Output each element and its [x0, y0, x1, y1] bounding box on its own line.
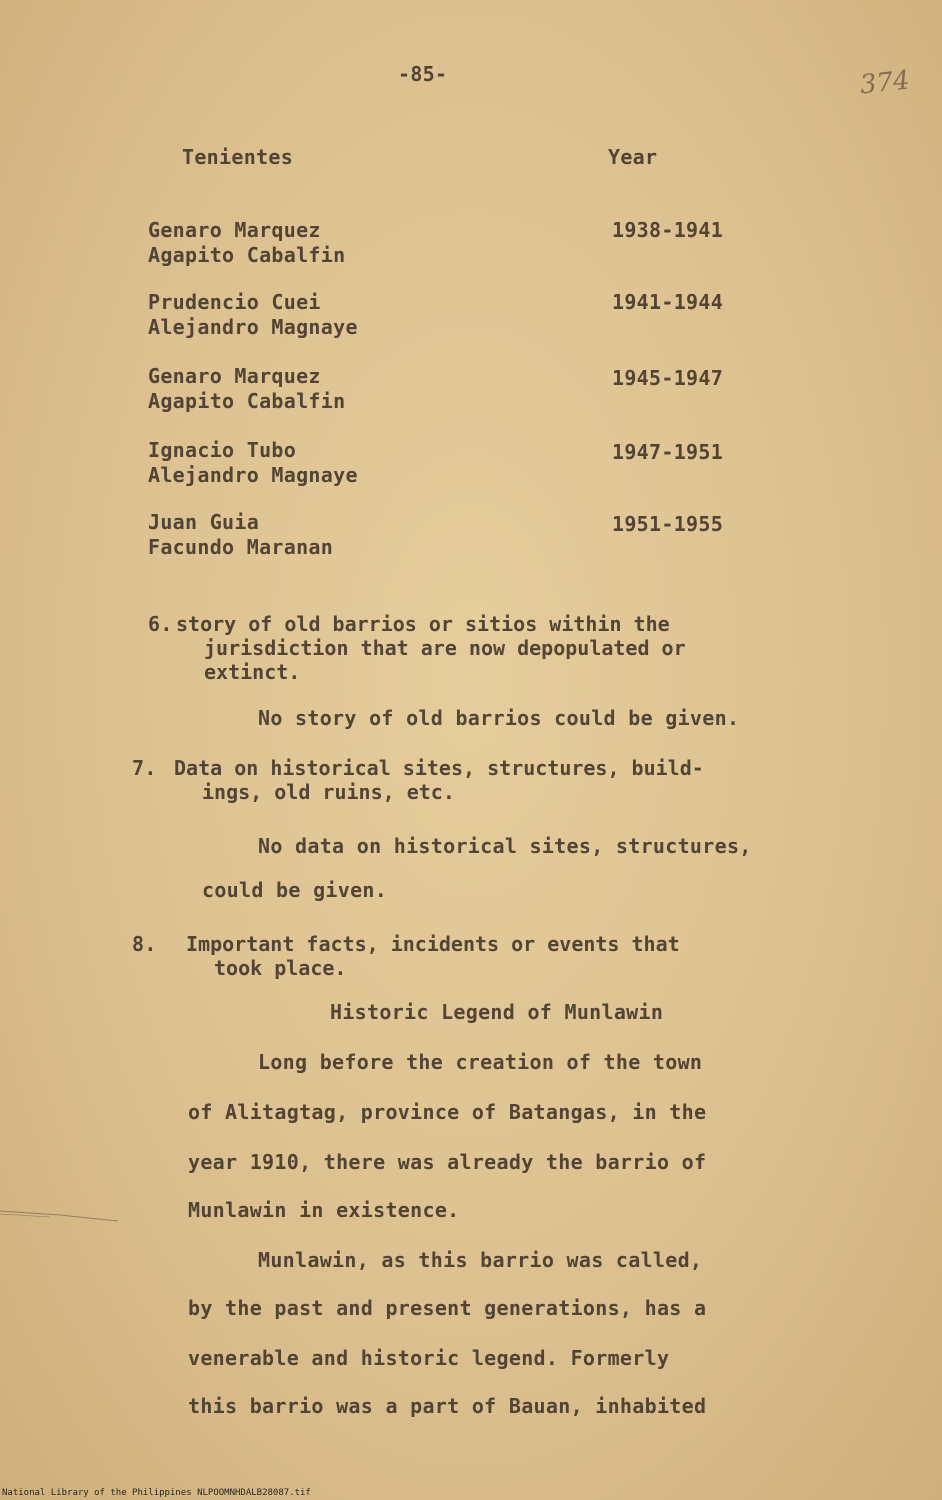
item-7-answer: could be given. — [202, 878, 388, 902]
legend-line: Munlawin in existence. — [188, 1198, 460, 1222]
question-line: extinct. — [204, 660, 301, 684]
item-number: 6. — [148, 612, 173, 636]
teniente-name: Genaro Marquez — [148, 218, 321, 242]
legend-line: of Alitagtag, province of Batangas, in the — [188, 1100, 707, 1124]
question-line: jurisdiction that are now depopulated or — [204, 636, 686, 660]
term-years: 1938-1941 — [612, 218, 724, 242]
legend-line: by the past and present generations, has a — [188, 1296, 707, 1320]
term-years: 1945-1947 — [612, 366, 724, 390]
item-6-question — [176, 612, 686, 684]
handwritten-page-mark: 374 — [858, 65, 912, 101]
item-number: 8. — [132, 932, 157, 956]
question-line: ings, old ruins, etc. — [202, 780, 455, 804]
teniente-name: Facundo Maranan — [148, 535, 334, 559]
legend-line: year 1910, there was already the barrio of — [188, 1150, 707, 1174]
scan-footer: National Library of the Philippines NLPOOMNHDALB28087.tif — [2, 1488, 311, 1498]
item-7-answer: No data on historical sites, structures, — [258, 834, 752, 858]
pencil-mark — [0, 1205, 120, 1225]
teniente-name: Alejandro Magnaye — [148, 463, 358, 487]
teniente-name: Alejandro Magnaye — [148, 315, 358, 339]
question-line: took place. — [214, 956, 347, 980]
page-number: -85- — [398, 62, 448, 86]
teniente-name: Prudencio Cuei — [148, 290, 321, 314]
legend-line: Long before the creation of the town — [258, 1050, 703, 1074]
question-line: Data on historical sites, structures, build- — [174, 756, 704, 780]
column-header-tenientes: Tenientes — [182, 145, 294, 169]
item-6-answer: No story of old barrios could be given. — [258, 706, 740, 730]
term-years: 1947-1951 — [612, 440, 724, 464]
teniente-name: Ignacio Tubo — [148, 438, 297, 462]
legend-title: Historic Legend of Munlawin — [330, 1000, 664, 1024]
item-7-question — [174, 756, 704, 804]
term-years: 1951-1955 — [612, 512, 724, 536]
teniente-name: Agapito Cabalfin — [148, 243, 346, 267]
teniente-name: Juan Guia — [148, 510, 260, 534]
question-line: story of old barrios or sitios within the — [176, 612, 670, 636]
legend-line: venerable and historic legend. Formerly — [188, 1346, 670, 1370]
column-header-year: Year — [608, 145, 658, 169]
legend-line: Munlawin, as this barrio was called, — [258, 1248, 703, 1272]
item-number: 7. — [132, 756, 157, 780]
item-8-question — [186, 932, 680, 980]
question-line: Important facts, incidents or events that — [186, 932, 680, 956]
term-years: 1941-1944 — [612, 290, 724, 314]
teniente-name: Agapito Cabalfin — [148, 389, 346, 413]
legend-line: this barrio was a part of Bauan, inhabited — [188, 1394, 707, 1418]
teniente-name: Genaro Marquez — [148, 364, 321, 388]
